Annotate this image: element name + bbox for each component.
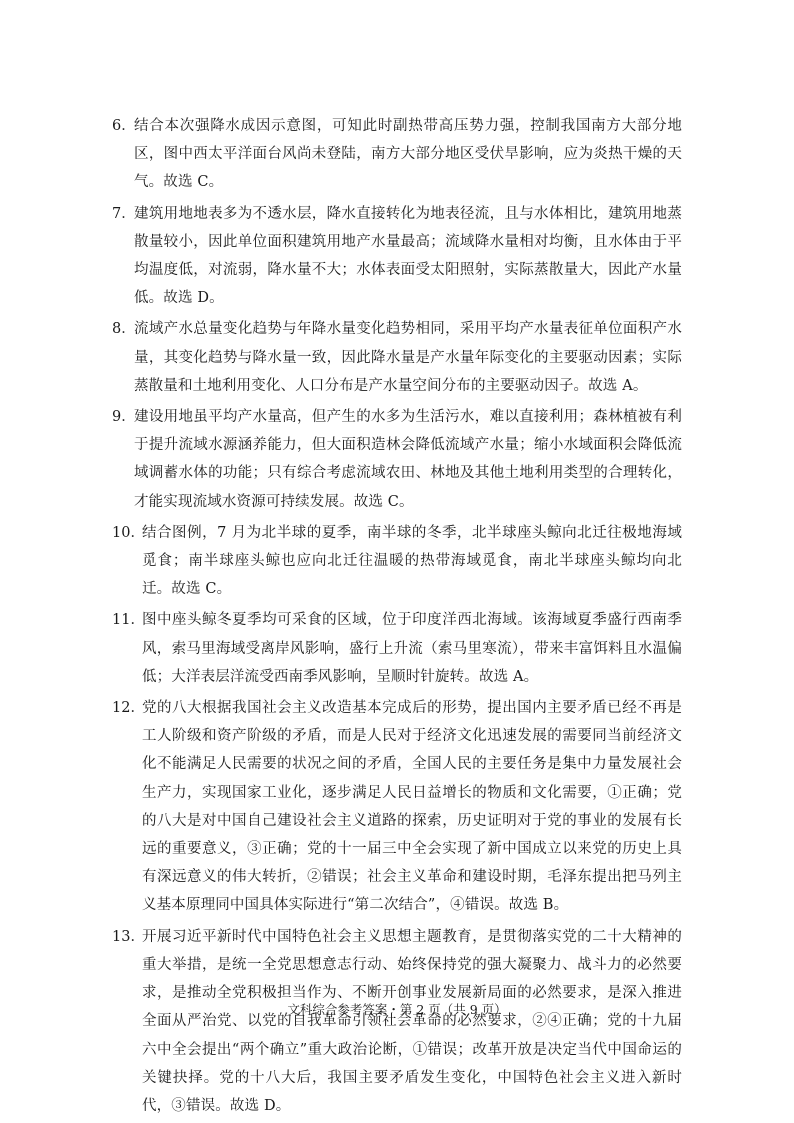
answer-text: 流域产水总量变化趋势与年降水量变化趋势相同，采用平均产水量表征单位面积产水量，其变化趋势与降水量一致，因此降水量是产水量年际变化的主要驱动因素；实际蒸散量和土地利用变化、人口分布是产水量空间分布的主要驱动因子。故选 A。 xyxy=(134,321,682,394)
answer-text: 结合本次强降水成因示意图，可知此时副热带高压势力强，控制我国南方大部分地区，图中西太平洋面台风尚未登陆，南方大部分地区受伏旱影响，应为炎热干燥的天气。故选 C。 xyxy=(134,118,682,191)
answer-item-7 xyxy=(112,200,682,313)
answer-text: 建设用地虽平均产水量高，但产生的水多为生活污水，难以直接利用；森林植被有利于提升流域水源涵养能力，但大面积造林会降低流域产水量；缩小水域面积会降低流域调蓄水体的功能；只有综合考虑流域农田、林地及其他土地利用类型的合理转化，才能实现流域水资源可持续发展。故选 C。 xyxy=(134,409,682,510)
answer-number: 10． xyxy=(112,524,145,541)
answer-item-12 xyxy=(112,694,682,920)
answer-list xyxy=(112,112,682,1123)
answer-text: 开展习近平新时代中国特色社会主义思想主题教育，是贯彻落实党的二十大精神的重大举措，是统一全党思想意志行动、始终保持党的强大凝聚力、战斗力的必然要求，是推动全党积极担当作为、不断开创事业发展新局面的必然要求，是深入推进全面从严治党、以党的自我革命引领社会革命的必然要求，②④正确；党的十九届六中全会提出“两个确立”重大政治论断，①错误；改革开放是决定当代中国命运的关键抉择。党的十八大后，我国主要矛盾发生变化，中国特色社会主义进入新时代，③错误。故选 D。 xyxy=(142,928,682,1114)
answer-number: 6． xyxy=(112,118,136,134)
answer-item-11 xyxy=(112,606,682,691)
answer-item-6 xyxy=(112,112,682,197)
answer-number: 9． xyxy=(112,409,136,426)
answer-text: 党的八大根据我国社会主义改造基本完成后的形势，提出国内主要矛盾已经不再是工人阶级和资产阶级的矛盾，而是人民对于经济文化迅速发展的需要同当前经济文化不能满足人民需要的状况之间的矛盾，全国人民的主要任务是集中力量发展社会生产力，实现国家工业化，逐步满足人民日益增长的物质和文化需要，①正确；党的八大是对中国自己建设社会主义道路的探索，历史证明对于党的事业的发展有长远的重要意义，③正确；党的十一届三中全会实现了新中国成立以来党的历史上具有深远意义的伟大转折，②错误；社会主义革命和建设时期，毛泽东提出把马列主义基本原理同中国具体实际进行“第二次结合”，④错误。故选 B。 xyxy=(142,700,682,914)
answer-number: 11． xyxy=(112,612,145,629)
answer-item-13 xyxy=(112,923,682,1120)
answer-item-9 xyxy=(112,403,682,516)
answer-item-8 xyxy=(112,315,682,400)
answer-number: 7． xyxy=(112,205,136,222)
answer-text: 建筑用地地表多为不透水层，降水直接转化为地表径流，且与水体相比，建筑用地蒸散量较小，因此单位面积建筑用地产水量最高；流域降水量相对均衡，且水体由于平均温度低，对流弱，降水量不大；水体表面受太阳照射，实际蒸散量大，因此产水量低。故选 D。 xyxy=(134,205,682,307)
answer-item-10 xyxy=(112,519,682,604)
answer-text: 结合图例，7 月为北半球的夏季，南半球的冬季，北半球座头鲸向北迁往极地海域觅食；南半球座头鲸也应向北迁往温暖的热带海域觅食，南北半球座头鲸均向北迁。故选 C。 xyxy=(142,524,682,598)
answer-number: 12． xyxy=(112,700,145,717)
answer-number: 8． xyxy=(112,321,136,338)
page-footer: 文科综合参考答案・第 2 页（共 9 页） xyxy=(287,1002,507,1017)
answer-number: 13． xyxy=(112,928,145,945)
answer-text: 图中座头鲸冬夏季均可采食的区域，位于印度洋西北海域。该海域夏季盛行西南季风，索马里海域受离岸风影响，盛行上升流（索马里寒流），带来丰富饵料且水温偏低；大洋表层洋流受西南季风影响，呈顺时针旋转。故选 A。 xyxy=(142,612,682,685)
